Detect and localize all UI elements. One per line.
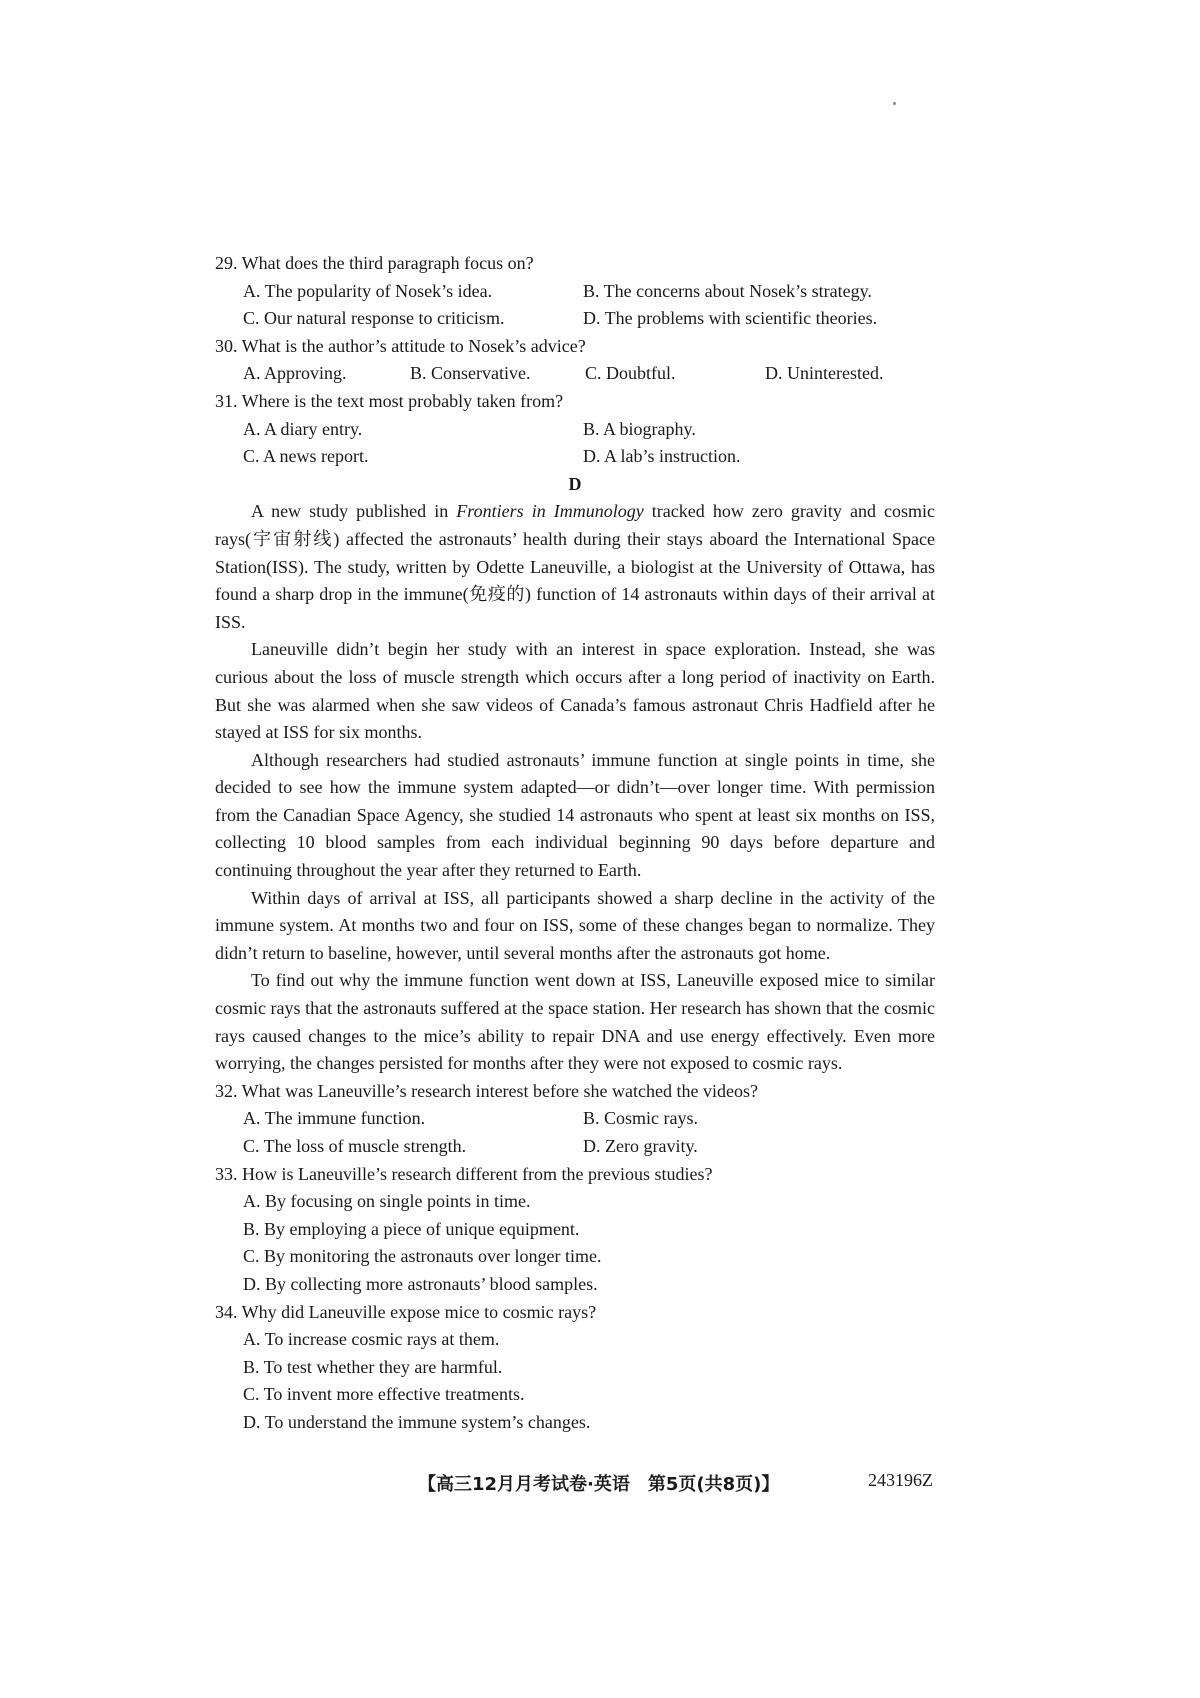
reading-passage: [215, 498, 935, 1077]
answer-option: D. A lab’s instruction.: [583, 446, 741, 467]
answer-option: B. By employing a piece of unique equipment.: [243, 1218, 580, 1239]
answer-option: C. Doubtful.: [585, 363, 676, 384]
question-stem: 33. How is Laneuville’s research different from the previous studies?: [215, 1163, 713, 1184]
questions-top: [215, 250, 935, 471]
question-stem: 29. What does the third paragraph focus on?: [215, 253, 534, 273]
passage-paragraph-1: [215, 498, 935, 636]
question: [215, 388, 935, 471]
question-stem: 31. Where is the text most probably taken from?: [215, 390, 564, 411]
answer-option: B. The concerns about Nosek’s strategy.: [583, 280, 872, 301]
answer-option: D. Uninterested.: [765, 363, 884, 384]
scan-speck: [893, 102, 896, 105]
answer-option: A. A diary entry.: [243, 418, 363, 439]
journal-title: Frontiers in Immunology: [456, 501, 644, 522]
answer-option: A. The popularity of Nosek’s idea.: [243, 280, 493, 301]
passage-paragraph-4: Within days of arrival at ISS, all participants showed a sharp decline in the activity of the immune system. At months two and four on ISS, some of these changes began to normalize. They didn’t return to baseline, however, until several months after the astronauts got home.: [215, 887, 935, 963]
answer-option: B. A biography.: [583, 418, 696, 439]
passage-paragraph-3: Although researchers had studied astronauts’ immune function at single points in time, she decided to see how the immune system adapted—or didn’t—over longer time. With permission from the Canadian Space Agency, she studied 14 astronauts who spent at least six months on ISS, collecting 10 blood samples from each individual beginning 90 days before departure and continuing throughout the year after they returned to Earth.: [215, 749, 935, 881]
answer-option: C. A news report.: [243, 446, 369, 467]
p1-text-start: A new study published in: [251, 501, 457, 522]
answer-option: A. By focusing on single points in time.: [243, 1191, 531, 1212]
answer-options: [243, 1326, 935, 1436]
answer-option: C. The loss of muscle strength.: [243, 1136, 467, 1156]
answer-options: [243, 360, 935, 388]
question: [215, 1078, 935, 1161]
exam-page: [215, 250, 935, 1437]
answer-option: C. Our natural response to criticism.: [243, 308, 505, 329]
footer-title: 【高三12月月考试卷·英语 第5页(共8页)】: [418, 1474, 780, 1495]
question-stem: 34. Why did Laneuville expose mice to cosmic rays?: [215, 1301, 597, 1322]
answer-option: C. To invent more effective treatments.: [243, 1384, 525, 1405]
answer-option: B. To test whether they are harmful.: [243, 1356, 503, 1377]
answer-option: A. To increase cosmic rays at them.: [243, 1329, 500, 1350]
questions-bottom: [215, 1078, 935, 1437]
question-stem: 30. What is the author’s attitude to Nosek’s advice?: [215, 335, 586, 356]
passage-paragraph-5: To find out why the immune function went down at ISS, Laneuville exposed mice to similar cosmic rays that the astronauts suffered at the space station. Her research has shown that the cosmic rays caused changes to the mice’s ability to repair DNA and use energy effectively. Even more worrying, the changes persisted for months after they were not exposed to cosmic rays.: [215, 970, 935, 1074]
answer-option: B. Cosmic rays.: [583, 1108, 698, 1129]
p1-text-end: tracked how zero gravity and cosmic rays(宇宙射线) affected the astronauts’ health during their stays aboard the International Space Station(ISS). The study, written by Odette Laneuville, a biologist at the University of Ottawa, has found a sharp drop in the immune(免疫的) function of 14 astronauts within days of their arrival at ISS.: [215, 501, 935, 632]
answer-options: [243, 1188, 935, 1298]
answer-option: D. To understand the immune system’s changes.: [243, 1411, 591, 1432]
answer-options: [243, 416, 935, 471]
section-heading: D: [568, 473, 582, 494]
answer-option: B. Conservative.: [410, 363, 531, 384]
answer-options: [243, 1105, 935, 1160]
question-stem: 32. What was Laneuville’s research interest before she watched the videos?: [215, 1080, 758, 1101]
question: [215, 333, 935, 388]
question: [215, 1161, 935, 1299]
footer-code: 243196Z: [868, 1470, 933, 1490]
answer-option: D. Zero gravity.: [583, 1136, 698, 1156]
question: [215, 1299, 935, 1437]
passage-paragraph-2: Laneuville didn’t begin her study with an interest in space exploration. Instead, she was curious about the loss of muscle strength which occurs after a long period of inactivity on Earth. But she was alarmed when she saw videos of Canada’s famous astronaut Chris Hadfield after he stayed at ISS for six months.: [215, 639, 935, 743]
answer-option: C. By monitoring the astronauts over longer time.: [243, 1246, 602, 1267]
answer-options: [243, 278, 935, 333]
answer-option: D. The problems with scientific theories.: [583, 308, 878, 329]
answer-option: A. The immune function.: [243, 1108, 426, 1129]
answer-option: D. By collecting more astronauts’ blood samples.: [243, 1273, 598, 1294]
answer-option: A. Approving.: [243, 363, 347, 384]
question: [215, 250, 935, 333]
